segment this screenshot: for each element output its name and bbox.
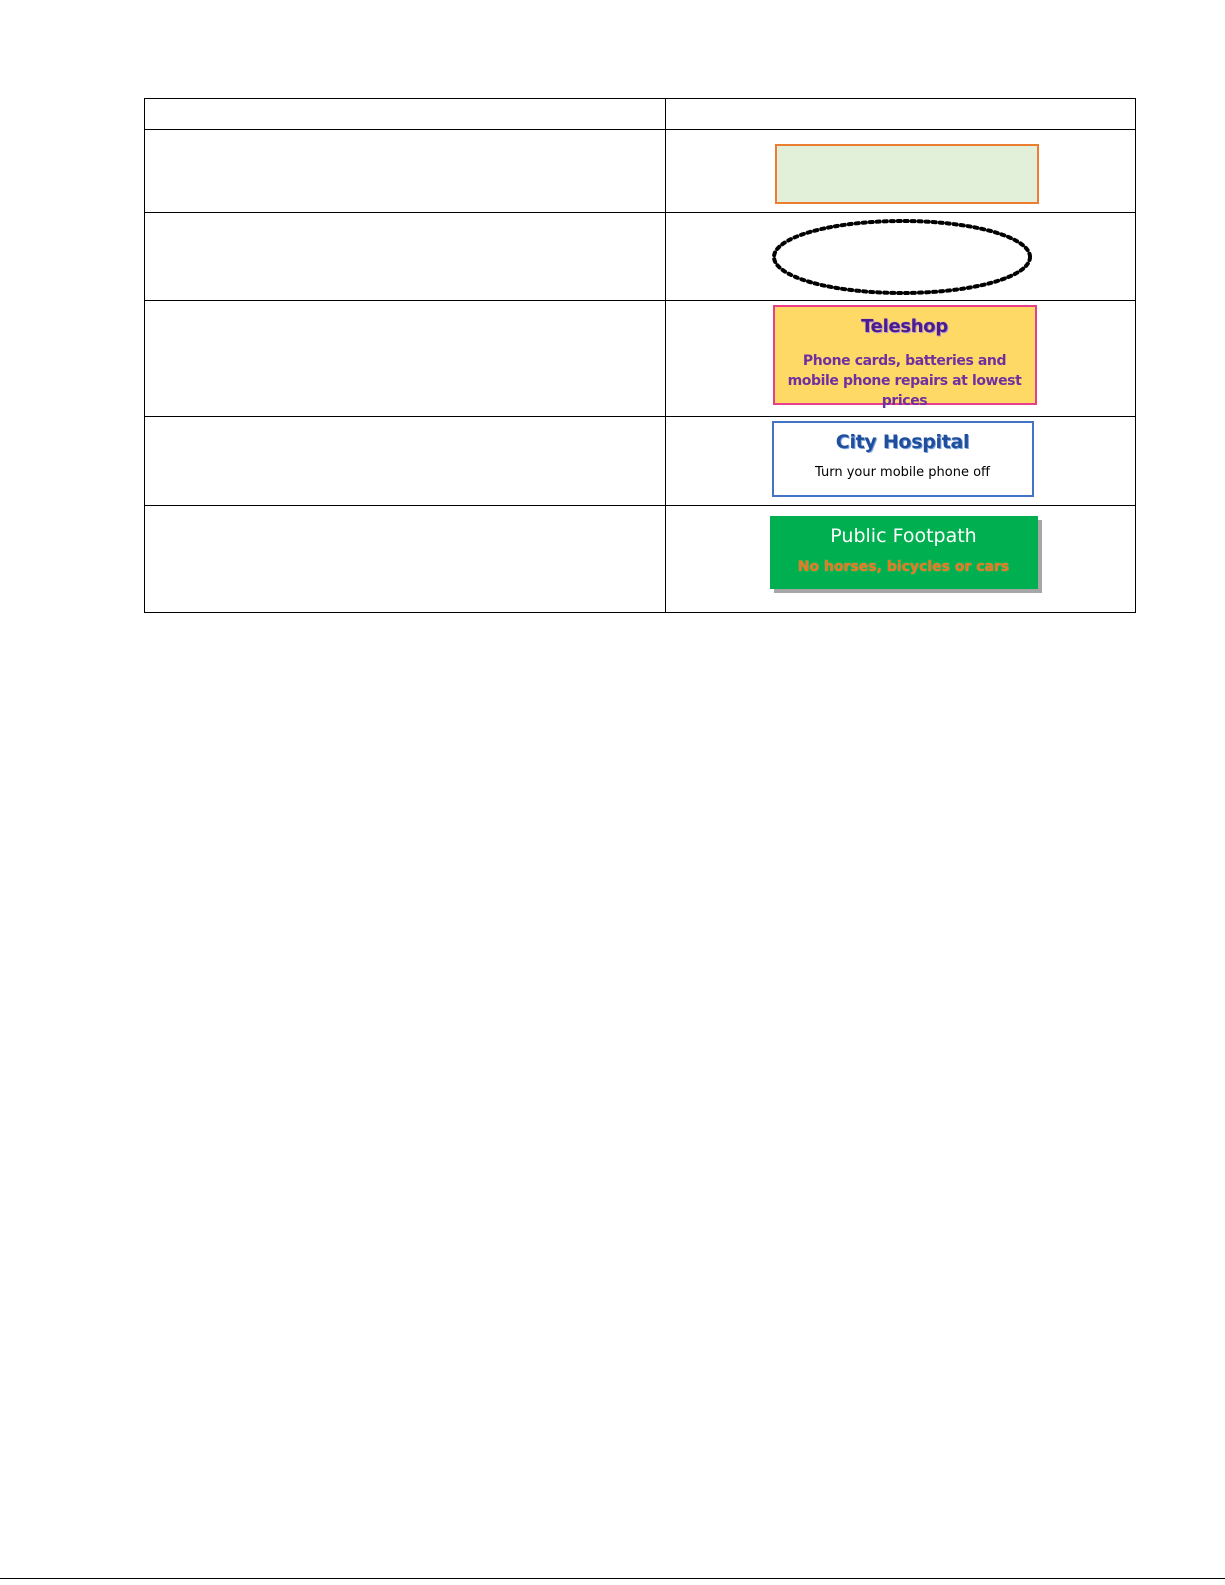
page-bottom-rule bbox=[0, 1578, 1225, 1579]
row-5-left-cell bbox=[145, 506, 666, 613]
table-row bbox=[145, 130, 1136, 213]
row-2-left-cell bbox=[145, 213, 666, 301]
header-cell-right bbox=[665, 99, 1135, 130]
row-3-right-cell bbox=[665, 301, 1135, 417]
public-footpath-sign-title: Public Footpath bbox=[830, 525, 977, 547]
public-footpath-sign-text: No horses, bicycles or cars bbox=[797, 559, 1010, 575]
teleshop-sign-title: Teleshop bbox=[861, 316, 948, 337]
row-4-left-cell bbox=[145, 417, 666, 506]
header-cell-left bbox=[145, 99, 666, 130]
table-row bbox=[145, 506, 1136, 613]
public-footpath-sign bbox=[770, 516, 1038, 589]
table-row bbox=[145, 417, 1136, 506]
row-4-right-cell bbox=[665, 417, 1135, 506]
dotted-ellipse-shape bbox=[771, 218, 1033, 296]
city-hospital-sign bbox=[772, 421, 1034, 497]
city-hospital-sign-text: Turn your mobile phone off bbox=[815, 465, 991, 480]
table-row bbox=[145, 301, 1136, 417]
table-row bbox=[145, 213, 1136, 301]
signs-table bbox=[144, 98, 1136, 613]
green-rectangle-shape bbox=[775, 144, 1039, 204]
teleshop-sign bbox=[773, 305, 1037, 409]
row-2-right-cell bbox=[665, 213, 1135, 301]
row-1-left-cell bbox=[145, 130, 666, 213]
city-hospital-sign-title: City Hospital bbox=[835, 431, 970, 453]
row-1-right-cell bbox=[665, 130, 1135, 213]
teleshop-sign-text: Phone cards, batteries and mobile phone repairs at lowest prices bbox=[787, 353, 1022, 409]
row-3-left-cell bbox=[145, 301, 666, 417]
row-5-right-cell bbox=[665, 506, 1135, 613]
table-header-row bbox=[145, 99, 1136, 130]
